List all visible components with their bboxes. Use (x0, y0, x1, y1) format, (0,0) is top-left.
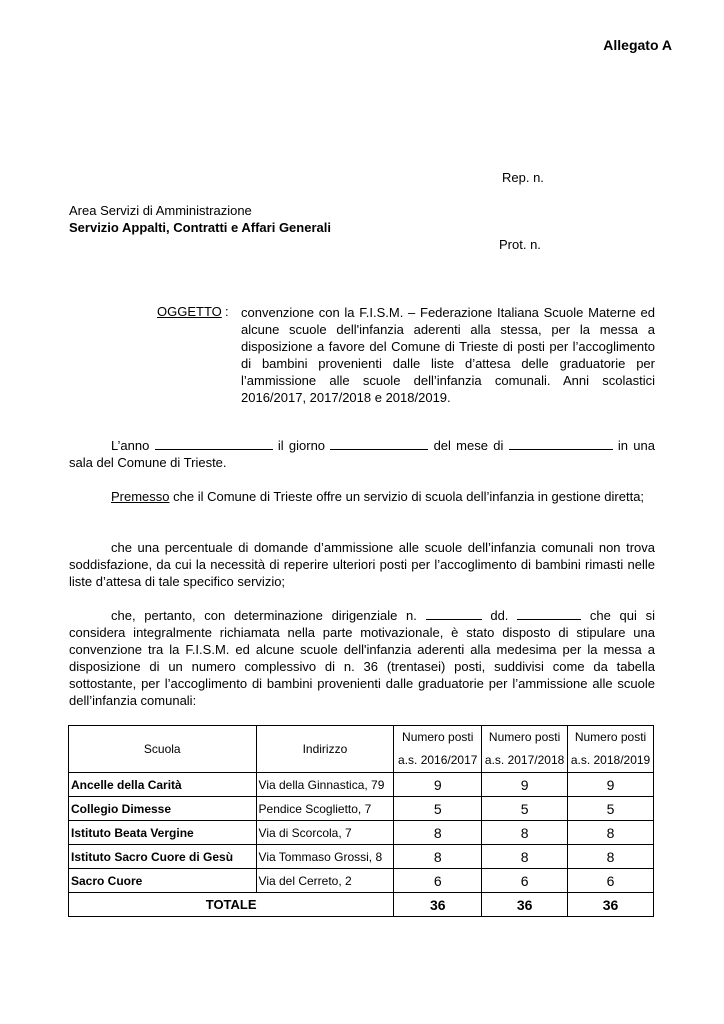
total-2017: 36 (482, 893, 568, 917)
places-2016: 6 (394, 869, 482, 893)
school-name: Istituto Beata Vergine (69, 821, 257, 845)
date-month-label: del mese di (433, 438, 504, 453)
places-2018: 5 (568, 797, 654, 821)
table-row (69, 869, 654, 893)
determinazione-text-a: che, pertanto, con determinazione dirigenziale n. (111, 608, 417, 623)
header-indirizzo: Indirizzo (256, 726, 394, 773)
school-address: Via della Ginnastica, 79 (256, 773, 394, 797)
paragraph-date (69, 437, 655, 471)
places-2017: 6 (482, 869, 568, 893)
subject-text: convenzione con la F.I.S.M. – Federazione Italiana Scuole Materne ed alcune scuole dell'infanzia aderenti alla stessa, per la messa a disposizione a favore del Comune di Trieste di posti per l’accoglimento di bambini provenienti dalle liste d’attesa delle graduatorie per l’ammissione alle scuole dell’infanzia comunali. Anni scolastici 2016/2017, 2017/2018 e 2018/2019. (241, 305, 655, 405)
header-posti-1: Numero posti (394, 726, 482, 750)
places-2017: 9 (482, 773, 568, 797)
table-row (69, 821, 654, 845)
date-year-label: L’anno (111, 438, 150, 453)
blank-determination-date (517, 608, 581, 620)
total-label: TOTALE (69, 893, 394, 917)
blank-month (509, 438, 613, 450)
header-posti-3: Numero posti (568, 726, 654, 750)
premesso-text: che il Comune di Trieste offre un servizio di scuola dell’infanzia in gestione diretta; (169, 489, 645, 504)
places-2016: 9 (394, 773, 482, 797)
subject-label: OGGETTO (157, 304, 222, 319)
determinazione-text-b: dd. (490, 608, 509, 623)
school-address: Via di Scorcola, 7 (256, 821, 394, 845)
domande-text: che una percentuale di domande d’ammissione alle scuole dell’infanzia comunali non trova soddisfazione, da cui la necessità di reperire ulteriori posti per l’accoglimento di bambini rimasti nelle liste d’attesa di tale specifico servizio; (69, 540, 655, 589)
school-address: Pendice Scoglietto, 7 (256, 797, 394, 821)
date-day-label: il giorno (277, 438, 326, 453)
paragraph-domande (69, 539, 655, 590)
places-2018: 8 (568, 845, 654, 869)
header-posti-2: Numero posti (482, 726, 568, 750)
date-tail: in una sala del Comune di Trieste. (69, 438, 655, 470)
table-total-row (69, 893, 654, 917)
rep-number: Rep. n. (502, 170, 544, 185)
school-name: Collegio Dimesse (69, 797, 257, 821)
header-year-3: a.s. 2018/2019 (568, 749, 654, 773)
total-2018: 36 (568, 893, 654, 917)
total-2016: 36 (394, 893, 482, 917)
blank-day (330, 438, 428, 450)
header-year-1: a.s. 2016/2017 (394, 749, 482, 773)
paragraph-premesso (69, 488, 655, 505)
school-name: Ancelle della Carità (69, 773, 257, 797)
places-2016: 5 (394, 797, 482, 821)
school-address: Via Tommaso Grossi, 8 (256, 845, 394, 869)
places-2018: 8 (568, 821, 654, 845)
places-2016: 8 (394, 845, 482, 869)
places-2018: 6 (568, 869, 654, 893)
header-year-2: a.s. 2017/2018 (482, 749, 568, 773)
school-name: Sacro Cuore (69, 869, 257, 893)
header-scuola: Scuola (69, 726, 257, 773)
blank-determination-number (426, 608, 482, 620)
places-2017: 8 (482, 821, 568, 845)
table-header-row (69, 726, 654, 750)
protocol-number: Prot. n. (499, 237, 541, 252)
school-name: Istituto Sacro Cuore di Gesù (69, 845, 257, 869)
service-name: Servizio Appalti, Contratti e Affari Generali (69, 220, 331, 235)
places-table (68, 725, 654, 917)
paragraph-determinazione (69, 607, 655, 709)
places-2017: 5 (482, 797, 568, 821)
school-address: Via del Cerreto, 2 (256, 869, 394, 893)
area-name: Area Servizi di Amministrazione (69, 203, 252, 218)
table-row (69, 773, 654, 797)
premesso-label: Premesso (111, 489, 170, 504)
places-2018: 9 (568, 773, 654, 797)
blank-year (155, 438, 273, 450)
table-row (69, 845, 654, 869)
annex-label: Allegato A (603, 37, 672, 53)
places-2016: 8 (394, 821, 482, 845)
table-row (69, 797, 654, 821)
determinazione-text-c: che qui si considera integralmente richiamata nella parte motivazionale, è stato disposto di stipulare una convenzione tra la F.I.S.M. ed alcune scuole dell'infanzia aderenti alla medesima per la messa a disposizione di un numero complessivo di n. 36 (trentasei) posti, suddivisi come da tabella sottostante, per l’accoglimento di bambini provenienti dalle graduatorie per l’ammissione alle scuole dell’infanzia comunali: (69, 608, 655, 708)
places-2017: 8 (482, 845, 568, 869)
subject-colon: : (225, 304, 229, 319)
